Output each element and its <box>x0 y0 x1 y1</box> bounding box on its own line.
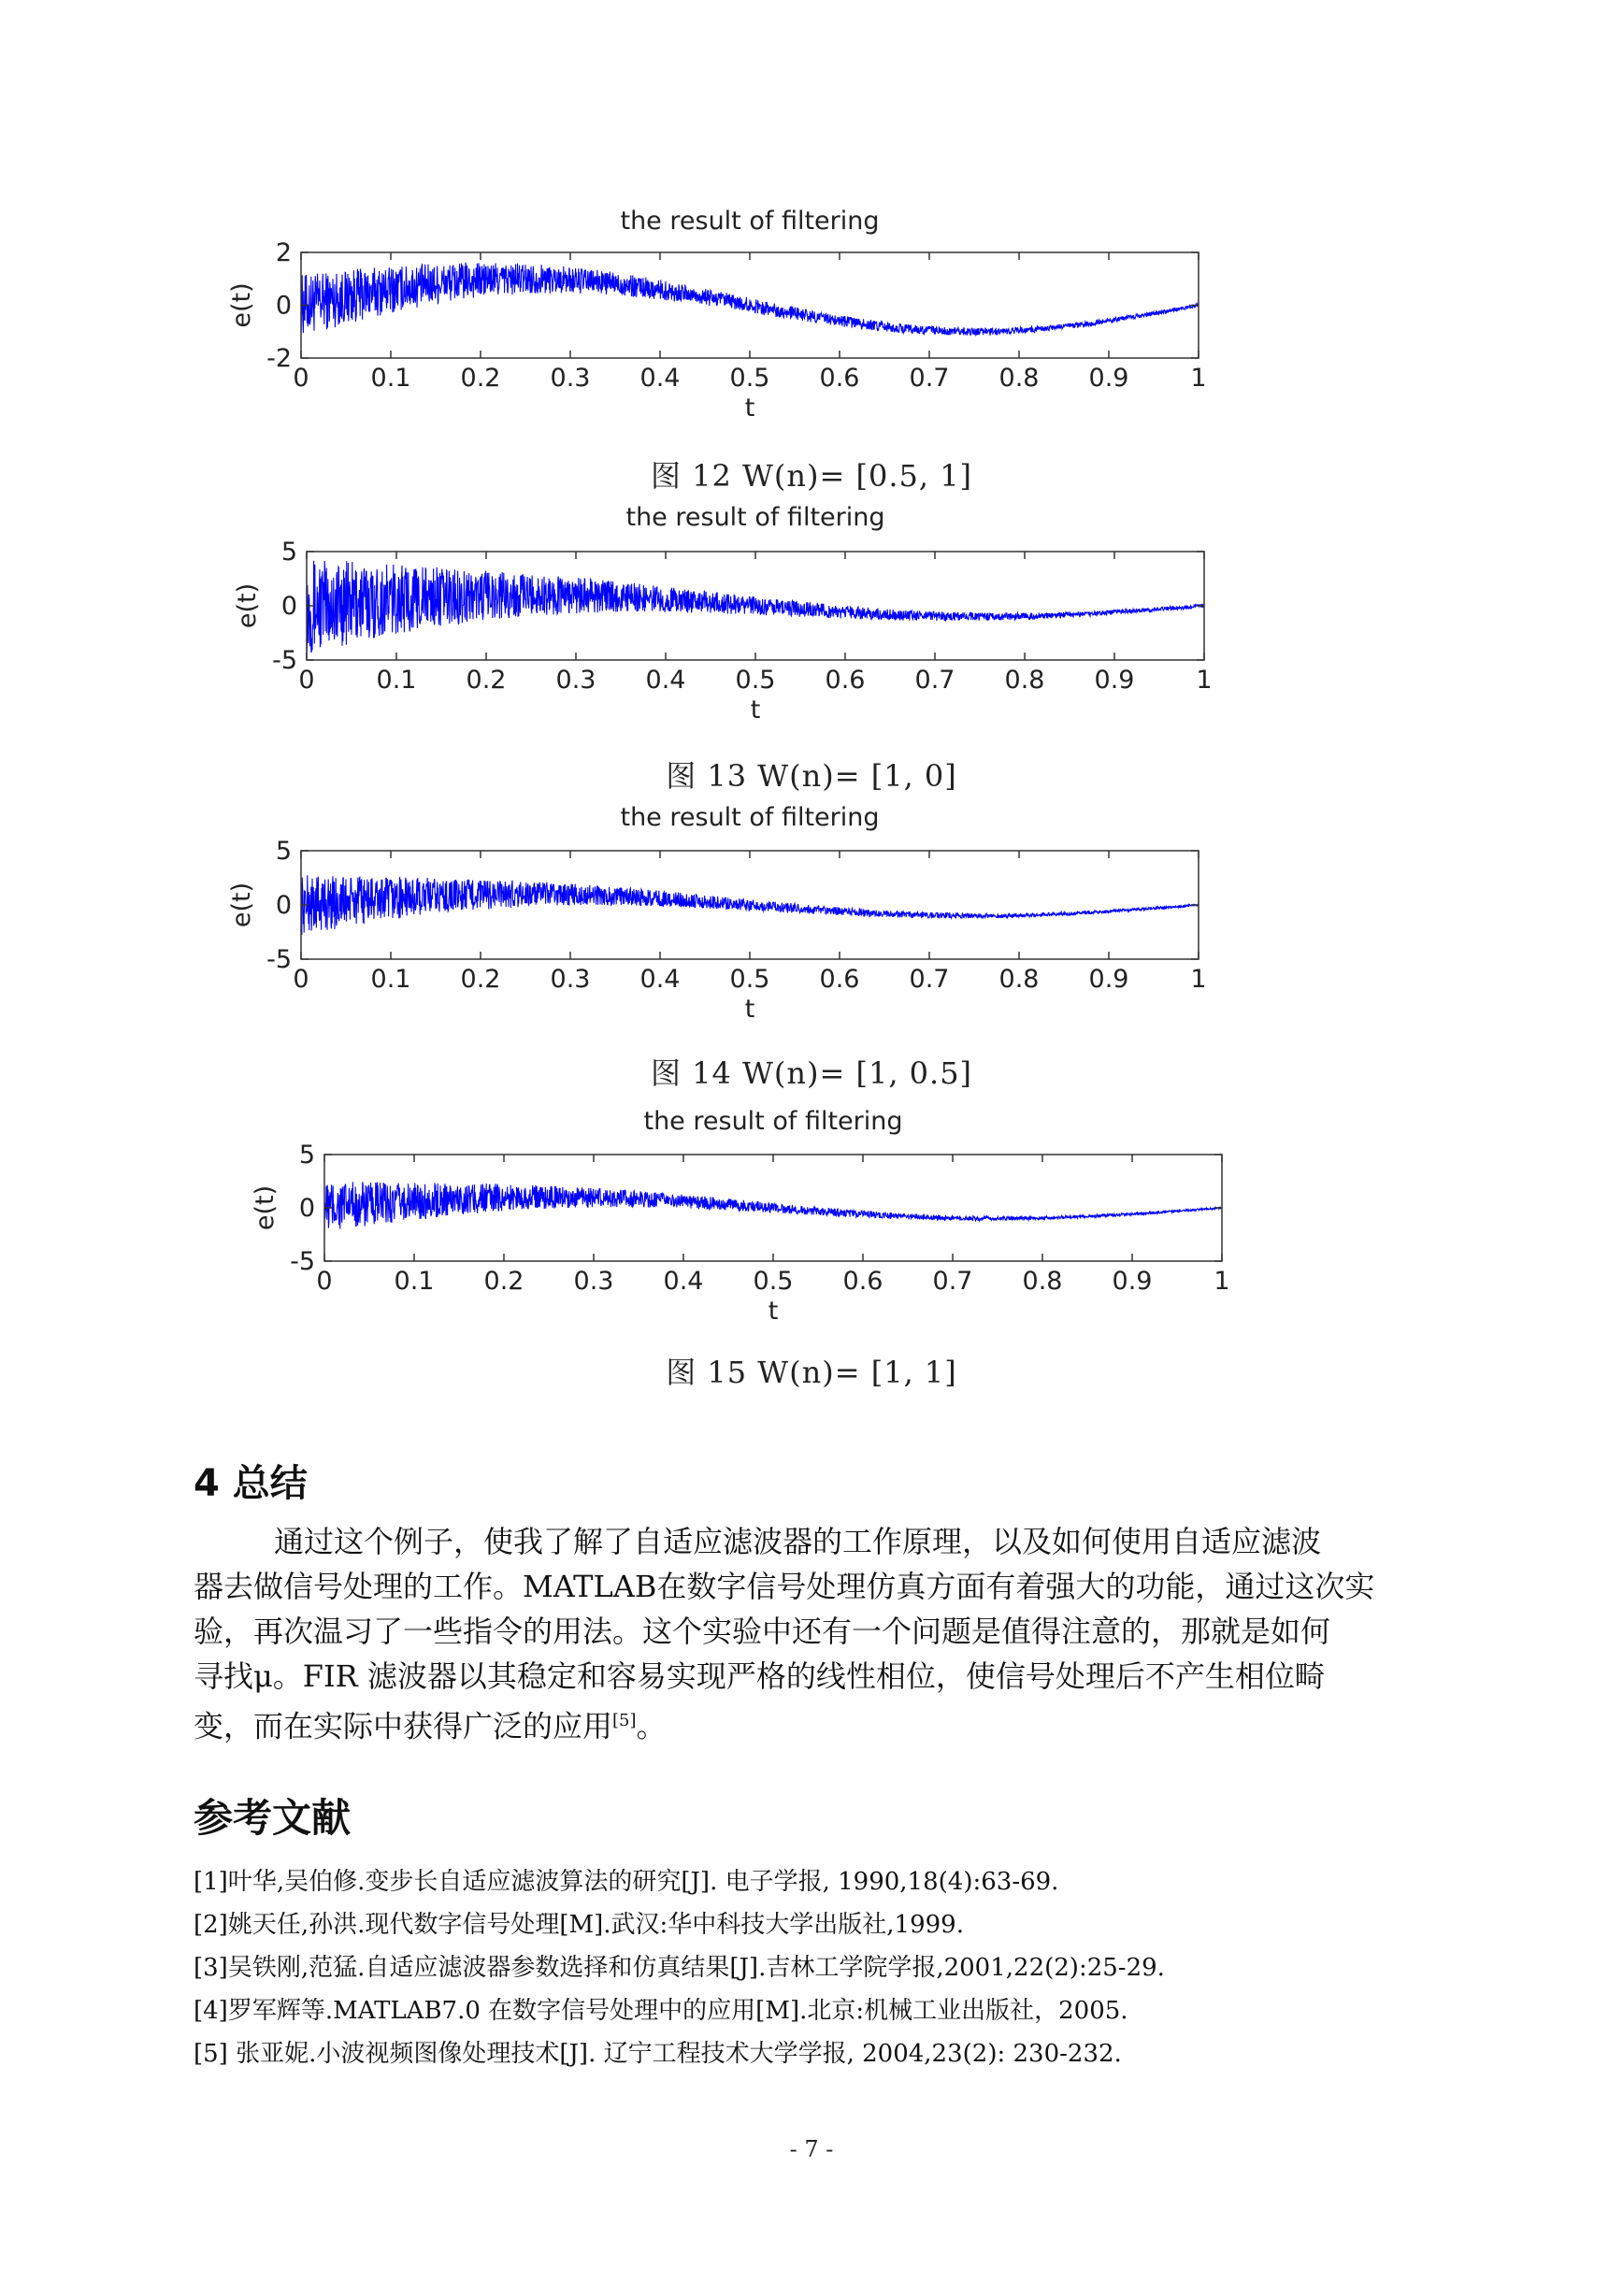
paragraph-line: 器去做信号处理的工作。MATLAB在数字信号处理仿真方面有着强大的功能，通过这次实 <box>194 1569 1375 1604</box>
x-tick-label: 0.8 <box>998 364 1040 393</box>
y-tick-label: -5 <box>266 945 292 974</box>
y-axis-label: e(t) <box>233 582 262 629</box>
x-tick-label: 0.4 <box>645 666 686 695</box>
x-tick-label: 1 <box>1190 364 1207 393</box>
reference-item: [5] 张亚妮.小波视频图像处理技术[J]. 辽宁工程技术大学学报, 2004,23(2): 230-232. <box>194 2040 1122 2068</box>
figure-12 <box>0 0 1623 439</box>
figure-14-caption: 图 14 W(n)= [1, 0.5] <box>650 1055 973 1091</box>
x-tick-label: 0 <box>293 364 309 393</box>
x-tick-label: 0.2 <box>466 666 507 695</box>
x-tick-label: 0.9 <box>1088 965 1129 994</box>
y-axis-label: e(t) <box>251 1184 280 1231</box>
x-tick-label: 0.7 <box>909 364 950 393</box>
reference-item: [4]罗军辉等.MATLAB7.0 在数字信号处理中的应用[M].北京:机械工业出版社，2005. <box>194 1997 1128 2025</box>
plot-title: the result of filtering <box>620 207 880 236</box>
x-tick-label: 0.3 <box>550 965 591 994</box>
x-tick-label: 0.6 <box>819 364 860 393</box>
chart-13 <box>0 495 1623 739</box>
y-tick-label: 5 <box>298 1141 315 1170</box>
y-tick-label: 0 <box>275 291 292 321</box>
x-tick-label: 0.1 <box>394 1267 435 1296</box>
y-tick-label: 5 <box>275 837 292 866</box>
x-tick-label: 0.3 <box>555 666 596 695</box>
figure-12-caption: 图 12 W(n)= [0.5, 1] <box>650 458 973 494</box>
y-tick-label: -5 <box>272 646 297 675</box>
x-tick-label: 0 <box>298 666 315 695</box>
signal-series <box>324 1182 1222 1234</box>
paragraph-line: 通过这个例子，使我了解了自适应滤波器的工作原理，以及如何使用自适应滤波 <box>274 1524 1322 1559</box>
plot-title: the result of filtering <box>643 1107 903 1136</box>
x-tick-label: 0.4 <box>639 965 681 994</box>
signal-series <box>301 263 1199 337</box>
x-tick-label: 0.2 <box>483 1267 524 1296</box>
paragraph-line: 变，而在实际中获得广泛的应用[5]。 <box>194 1708 667 1744</box>
x-tick-label: 0.3 <box>573 1267 614 1296</box>
x-tick-label: 0.7 <box>909 965 950 994</box>
x-tick-label: 0.9 <box>1112 1267 1153 1296</box>
chart-15 <box>0 1094 1623 1337</box>
x-tick-label: 0.9 <box>1088 364 1129 393</box>
x-tick-label: 0.1 <box>370 965 411 994</box>
citation-mark[interactable]: [5] <box>612 1711 637 1730</box>
x-tick-label: 1 <box>1190 965 1207 994</box>
x-tick-label: 0.5 <box>753 1267 794 1296</box>
x-tick-label: 0.1 <box>370 364 411 393</box>
x-tick-label: 0 <box>316 1267 333 1296</box>
x-tick-label: 0.6 <box>825 666 866 695</box>
x-tick-label: 0.2 <box>460 364 501 393</box>
references-title: 参考文献 <box>194 1795 352 1841</box>
x-tick-label: 0.6 <box>842 1267 883 1296</box>
summary-paragraph <box>194 1519 1437 1749</box>
y-tick-label: 0 <box>298 1194 315 1223</box>
y-axis-label: e(t) <box>227 882 256 928</box>
y-tick-label: 2 <box>275 238 292 267</box>
y-tick-label: -2 <box>266 344 292 373</box>
y-tick-label: 5 <box>280 538 297 567</box>
x-tick-label: 0.4 <box>663 1267 704 1296</box>
y-tick-label: 0 <box>275 891 292 920</box>
x-tick-label: 0.8 <box>1004 666 1045 695</box>
chart-12 <box>0 0 1623 439</box>
x-tick-label: 0.5 <box>729 965 770 994</box>
chart-14 <box>0 795 1623 1038</box>
x-tick-label: 1 <box>1214 1267 1230 1296</box>
x-axis-label: t <box>744 995 755 1024</box>
x-axis-label: t <box>750 696 761 725</box>
reference-item: [3]吴铁刚,范猛.自适应滤波器参数选择和仿真结果[J].吉林工学院学报,2001,22(2):25-29. <box>194 1954 1165 1982</box>
y-axis-label: e(t) <box>227 282 256 328</box>
paragraph-line: 寻找μ。FIR 滤波器以其稳定和容易实现严格的线性相位，使信号处理后不产生相位畸 <box>194 1658 1325 1694</box>
page-number: - 7 - <box>789 2136 834 2162</box>
x-axis-label: t <box>744 394 755 423</box>
figure-14 <box>0 795 1623 1038</box>
paragraph-line: 验，再次温习了一些指令的用法。这个实验中还有一个问题是值得注意的，那就是如何 <box>194 1614 1331 1649</box>
figure-13 <box>0 495 1623 739</box>
reference-item: [2]姚天任,孙洪.现代数字信号处理[M].武汉:华中科技大学出版社,1999. <box>194 1911 964 1939</box>
x-tick-label: 0.9 <box>1094 666 1135 695</box>
x-tick-label: 0 <box>293 965 309 994</box>
x-tick-label: 0.4 <box>639 364 681 393</box>
reference-list <box>194 1860 1502 2075</box>
x-tick-label: 0.3 <box>550 364 591 393</box>
signal-series <box>301 875 1199 935</box>
figure-15-caption: 图 15 W(n)= [1, 1] <box>666 1355 957 1390</box>
x-tick-label: 0.2 <box>460 965 501 994</box>
x-tick-label: 0.8 <box>998 965 1040 994</box>
plot-title: the result of filtering <box>625 503 885 532</box>
reference-item: [1]叶华,吴伯修.变步长自适应滤波算法的研究[J]. 电子学报, 1990,18(4):63-69. <box>194 1868 1059 1896</box>
x-tick-label: 0.7 <box>932 1267 973 1296</box>
x-tick-label: 0.7 <box>914 666 955 695</box>
y-tick-label: 0 <box>280 592 297 621</box>
x-tick-label: 0.8 <box>1022 1267 1063 1296</box>
section-title: 4 总结 <box>194 1462 308 1505</box>
figure-15 <box>0 1094 1623 1337</box>
x-tick-label: 0.6 <box>819 965 860 994</box>
figure-13-caption: 图 13 W(n)= [1, 0] <box>666 758 957 794</box>
x-tick-label: 0.5 <box>729 364 770 393</box>
y-tick-label: -5 <box>290 1247 315 1276</box>
x-tick-label: 0.1 <box>376 666 417 695</box>
x-tick-label: 0.5 <box>735 666 776 695</box>
plot-title: the result of filtering <box>620 803 880 832</box>
signal-series <box>307 561 1204 653</box>
x-tick-label: 1 <box>1196 666 1213 695</box>
x-axis-label: t <box>768 1297 779 1326</box>
